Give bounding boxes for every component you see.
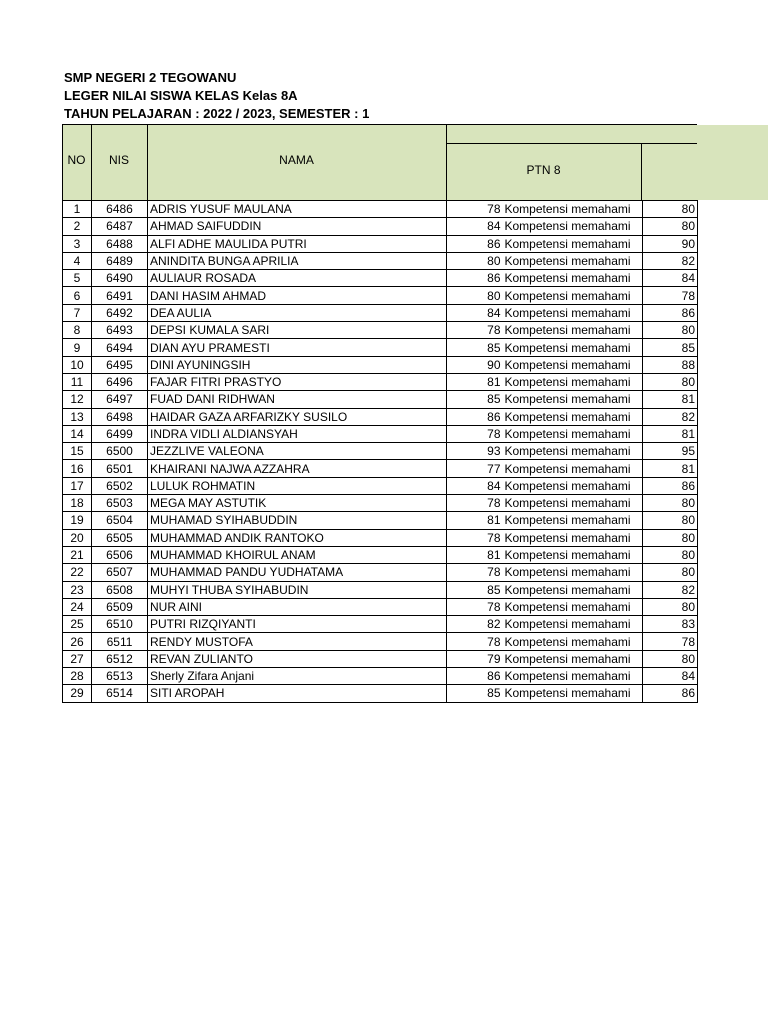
cell-nis: 6509 [92,598,148,615]
cell-ptn-description: Kompetensi memahami [503,270,643,287]
table-row [63,287,698,304]
table-row [63,685,698,702]
cell-ptn-description: Kompetensi memahami [503,564,643,581]
cell-no: 22 [63,564,92,581]
cell-nis: 6498 [92,408,148,425]
cell-nama: DEA AULIA [148,304,447,321]
cell-next-score: 81 [643,391,698,408]
table-row [63,408,698,425]
column-header-ptn: PTN 8 [526,163,561,177]
table-row [63,373,698,390]
cell-ptn-description: Kompetensi memahami [503,287,643,304]
cell-next-score: 81 [643,425,698,442]
table-row [63,460,698,477]
cell-nis: 6499 [92,425,148,442]
cell-next-score: 80 [643,495,698,512]
cell-ptn-score: 86 [447,668,503,685]
table-row [63,546,698,563]
table-row [63,564,698,581]
cell-no: 16 [63,460,92,477]
cell-nis: 6492 [92,304,148,321]
cell-nis: 6494 [92,339,148,356]
cell-nis: 6513 [92,668,148,685]
cell-ptn-score: 84 [447,304,503,321]
cell-ptn-description: Kompetensi memahami [503,668,643,685]
cell-no: 11 [63,373,92,390]
cell-ptn-description: Kompetensi memahami [503,443,643,460]
header-top-border [62,124,697,125]
table-row [63,512,698,529]
cell-nama: FAJAR FITRI PRASTYO [148,373,447,390]
cell-ptn-description: Kompetensi memahami [503,616,643,633]
cell-nama: DIAN AYU PRAMESTI [148,339,447,356]
cell-ptn-description: Kompetensi memahami [503,391,643,408]
table-row [63,252,698,269]
cell-next-score: 86 [643,477,698,494]
cell-ptn-score: 80 [447,252,503,269]
cell-nis: 6496 [92,373,148,390]
cell-next-score: 78 [643,633,698,650]
cell-no: 27 [63,650,92,667]
cell-ptn-score: 81 [447,512,503,529]
cell-nis: 6500 [92,443,148,460]
cell-next-score: 88 [643,356,698,373]
cell-ptn-score: 78 [447,633,503,650]
cell-nis: 6491 [92,287,148,304]
cell-no: 2 [63,218,92,235]
cell-next-score: 80 [643,564,698,581]
cell-ptn-description: Kompetensi memahami [503,356,643,373]
table-row [63,270,698,287]
cell-ptn-description: Kompetensi memahami [503,201,643,218]
cell-ptn-score: 86 [447,235,503,252]
cell-no: 18 [63,495,92,512]
table-row [63,477,698,494]
cell-ptn-score: 84 [447,477,503,494]
cell-no: 1 [63,201,92,218]
cell-ptn-score: 81 [447,546,503,563]
cell-no: 14 [63,425,92,442]
school-name: SMP NEGERI 2 TEGOWANU [64,70,237,85]
cell-nama: NUR AINI [148,598,447,615]
grades-table-body [63,201,698,703]
cell-nama: RENDY MUSTOFA [148,633,447,650]
cell-ptn-score: 78 [447,322,503,339]
grades-table [62,200,698,703]
cell-ptn-description: Kompetensi memahami [503,581,643,598]
cell-ptn-score: 80 [447,287,503,304]
cell-no: 25 [63,616,92,633]
cell-nama: REVAN ZULIANTO [148,650,447,667]
cell-nis: 6487 [92,218,148,235]
cell-no: 19 [63,512,92,529]
cell-no: 23 [63,581,92,598]
cell-next-score: 90 [643,235,698,252]
table-row [63,598,698,615]
cell-ptn-score: 82 [447,616,503,633]
cell-next-score: 80 [643,598,698,615]
cell-next-score: 80 [643,650,698,667]
cell-ptn-score: 78 [447,425,503,442]
header-border-nama [446,124,447,200]
cell-no: 9 [63,339,92,356]
cell-ptn-description: Kompetensi memahami [503,512,643,529]
cell-ptn-description: Kompetensi memahami [503,529,643,546]
table-row [63,218,698,235]
cell-nis: 6507 [92,564,148,581]
cell-no: 28 [63,668,92,685]
cell-ptn-description: Kompetensi memahami [503,598,643,615]
cell-ptn-score: 78 [447,564,503,581]
cell-ptn-score: 77 [447,460,503,477]
cell-no: 26 [63,633,92,650]
cell-ptn-score: 78 [447,495,503,512]
cell-no: 10 [63,356,92,373]
cell-next-score: 80 [643,512,698,529]
table-row [63,201,698,218]
cell-no: 8 [63,322,92,339]
cell-nis: 6486 [92,201,148,218]
cell-nis: 6503 [92,495,148,512]
table-row [63,581,698,598]
cell-next-score: 85 [643,339,698,356]
table-row [63,616,698,633]
column-header-nama: NAMA [279,153,314,167]
cell-ptn-description: Kompetensi memahami [503,495,643,512]
cell-nama: PUTRI RIZQIYANTI [148,616,447,633]
ledger-title: LEGER NILAI SISWA KELAS Kelas 8A [64,88,298,103]
cell-no: 4 [63,252,92,269]
cell-no: 24 [63,598,92,615]
cell-ptn-score: 78 [447,598,503,615]
cell-nama: ALFI ADHE MAULIDA PUTRI [148,235,447,252]
cell-nama: HAIDAR GAZA ARFARIZKY SUSILO [148,408,447,425]
cell-next-score: 82 [643,252,698,269]
cell-ptn-description: Kompetensi memahami [503,477,643,494]
cell-ptn-score: 86 [447,270,503,287]
cell-nis: 6501 [92,460,148,477]
table-row [63,650,698,667]
cell-next-score: 82 [643,408,698,425]
cell-nama: KHAIRANI NAJWA AZZAHRA [148,460,447,477]
cell-nama: DEPSI KUMALA SARI [148,322,447,339]
cell-next-score: 80 [643,546,698,563]
cell-ptn-score: 78 [447,529,503,546]
cell-next-score: 95 [643,443,698,460]
cell-nis: 6514 [92,685,148,702]
cell-nis: 6504 [92,512,148,529]
cell-ptn-score: 93 [447,443,503,460]
cell-no: 12 [63,391,92,408]
cell-nis: 6510 [92,616,148,633]
cell-next-score: 80 [643,201,698,218]
cell-nis: 6488 [92,235,148,252]
column-header-nis: NIS [108,153,129,167]
cell-no: 7 [63,304,92,321]
cell-nama: MUHAMMAD ANDIK RANTOKO [148,529,447,546]
cell-nis: 6502 [92,477,148,494]
cell-nis: 6508 [92,581,148,598]
cell-nama: MUHAMMAD KHOIRUL ANAM [148,546,447,563]
cell-nis: 6512 [92,650,148,667]
table-row [63,495,698,512]
cell-no: 5 [63,270,92,287]
cell-nama: AHMAD SAIFUDDIN [148,218,447,235]
cell-next-score: 80 [643,373,698,390]
cell-nama: Sherly Zifara Anjani [148,668,447,685]
cell-no: 6 [63,287,92,304]
cell-ptn-score: 85 [447,685,503,702]
cell-nis: 6511 [92,633,148,650]
table-row [63,443,698,460]
cell-ptn-score: 90 [447,356,503,373]
cell-next-score: 78 [643,287,698,304]
cell-next-score: 83 [643,616,698,633]
cell-nama: SITI AROPAH [148,685,447,702]
cell-next-score: 81 [643,460,698,477]
cell-ptn-score: 85 [447,581,503,598]
table-row [63,668,698,685]
cell-ptn-description: Kompetensi memahami [503,650,643,667]
cell-no: 13 [63,408,92,425]
table-row [63,391,698,408]
cell-ptn-score: 79 [447,650,503,667]
table-row [63,529,698,546]
cell-nama: AULIAUR ROSADA [148,270,447,287]
table-row [63,356,698,373]
cell-nama: DANI HASIM AHMAD [148,287,447,304]
cell-next-score: 86 [643,685,698,702]
cell-ptn-description: Kompetensi memahami [503,252,643,269]
header-border-ptn [641,143,642,200]
cell-nis: 6497 [92,391,148,408]
cell-next-score: 80 [643,322,698,339]
table-row [63,425,698,442]
cell-ptn-description: Kompetensi memahami [503,339,643,356]
cell-no: 17 [63,477,92,494]
cell-nama: FUAD DANI RIDHWAN [148,391,447,408]
cell-ptn-description: Kompetensi memahami [503,218,643,235]
cell-ptn-score: 84 [447,218,503,235]
cell-ptn-description: Kompetensi memahami [503,304,643,321]
cell-no: 29 [63,685,92,702]
cell-next-score: 82 [643,581,698,598]
cell-nis: 6489 [92,252,148,269]
cell-nama: MUHYI THUBA SYIHABUDIN [148,581,447,598]
cell-ptn-description: Kompetensi memahami [503,685,643,702]
academic-year: TAHUN PELAJARAN : 2022 / 2023, SEMESTER : 1 [64,106,370,121]
cell-ptn-description: Kompetensi memahami [503,633,643,650]
cell-nis: 6493 [92,322,148,339]
table-row [63,633,698,650]
cell-no: 15 [63,443,92,460]
cell-nis: 6505 [92,529,148,546]
table-row [63,304,698,321]
header-sub-border [446,143,697,144]
cell-no: 3 [63,235,92,252]
cell-next-score: 80 [643,529,698,546]
cell-ptn-score: 81 [447,373,503,390]
cell-nis: 6490 [92,270,148,287]
cell-nama: LULUK ROHMATIN [148,477,447,494]
cell-nama: ANINDITA BUNGA APRILIA [148,252,447,269]
cell-ptn-score: 78 [447,201,503,218]
table-row [63,339,698,356]
cell-no: 20 [63,529,92,546]
cell-ptn-description: Kompetensi memahami [503,235,643,252]
cell-ptn-score: 85 [447,339,503,356]
column-header-no: NO [67,153,86,167]
cell-ptn-description: Kompetensi memahami [503,408,643,425]
table-row [63,235,698,252]
cell-next-score: 84 [643,668,698,685]
cell-nis: 6495 [92,356,148,373]
cell-nama: JEZZLIVE VALEONA [148,443,447,460]
document-title-block [64,69,369,123]
cell-ptn-description: Kompetensi memahami [503,322,643,339]
cell-no: 21 [63,546,92,563]
cell-nama: ADRIS YUSUF MAULANA [148,201,447,218]
cell-ptn-score: 86 [447,408,503,425]
cell-ptn-description: Kompetensi memahami [503,425,643,442]
cell-ptn-description: Kompetensi memahami [503,546,643,563]
cell-nama: MEGA MAY ASTUTIK [148,495,447,512]
cell-next-score: 80 [643,218,698,235]
cell-nama: INDRA VIDLI ALDIANSYAH [148,425,447,442]
cell-nis: 6506 [92,546,148,563]
cell-ptn-score: 85 [447,391,503,408]
cell-nama: MUHAMMAD PANDU YUDHATAMA [148,564,447,581]
cell-next-score: 86 [643,304,698,321]
cell-nama: MUHAMAD SYIHABUDDIN [148,512,447,529]
cell-nama: DINI AYUNINGSIH [148,356,447,373]
cell-ptn-description: Kompetensi memahami [503,460,643,477]
table-row [63,322,698,339]
cell-ptn-description: Kompetensi memahami [503,373,643,390]
cell-next-score: 84 [643,270,698,287]
